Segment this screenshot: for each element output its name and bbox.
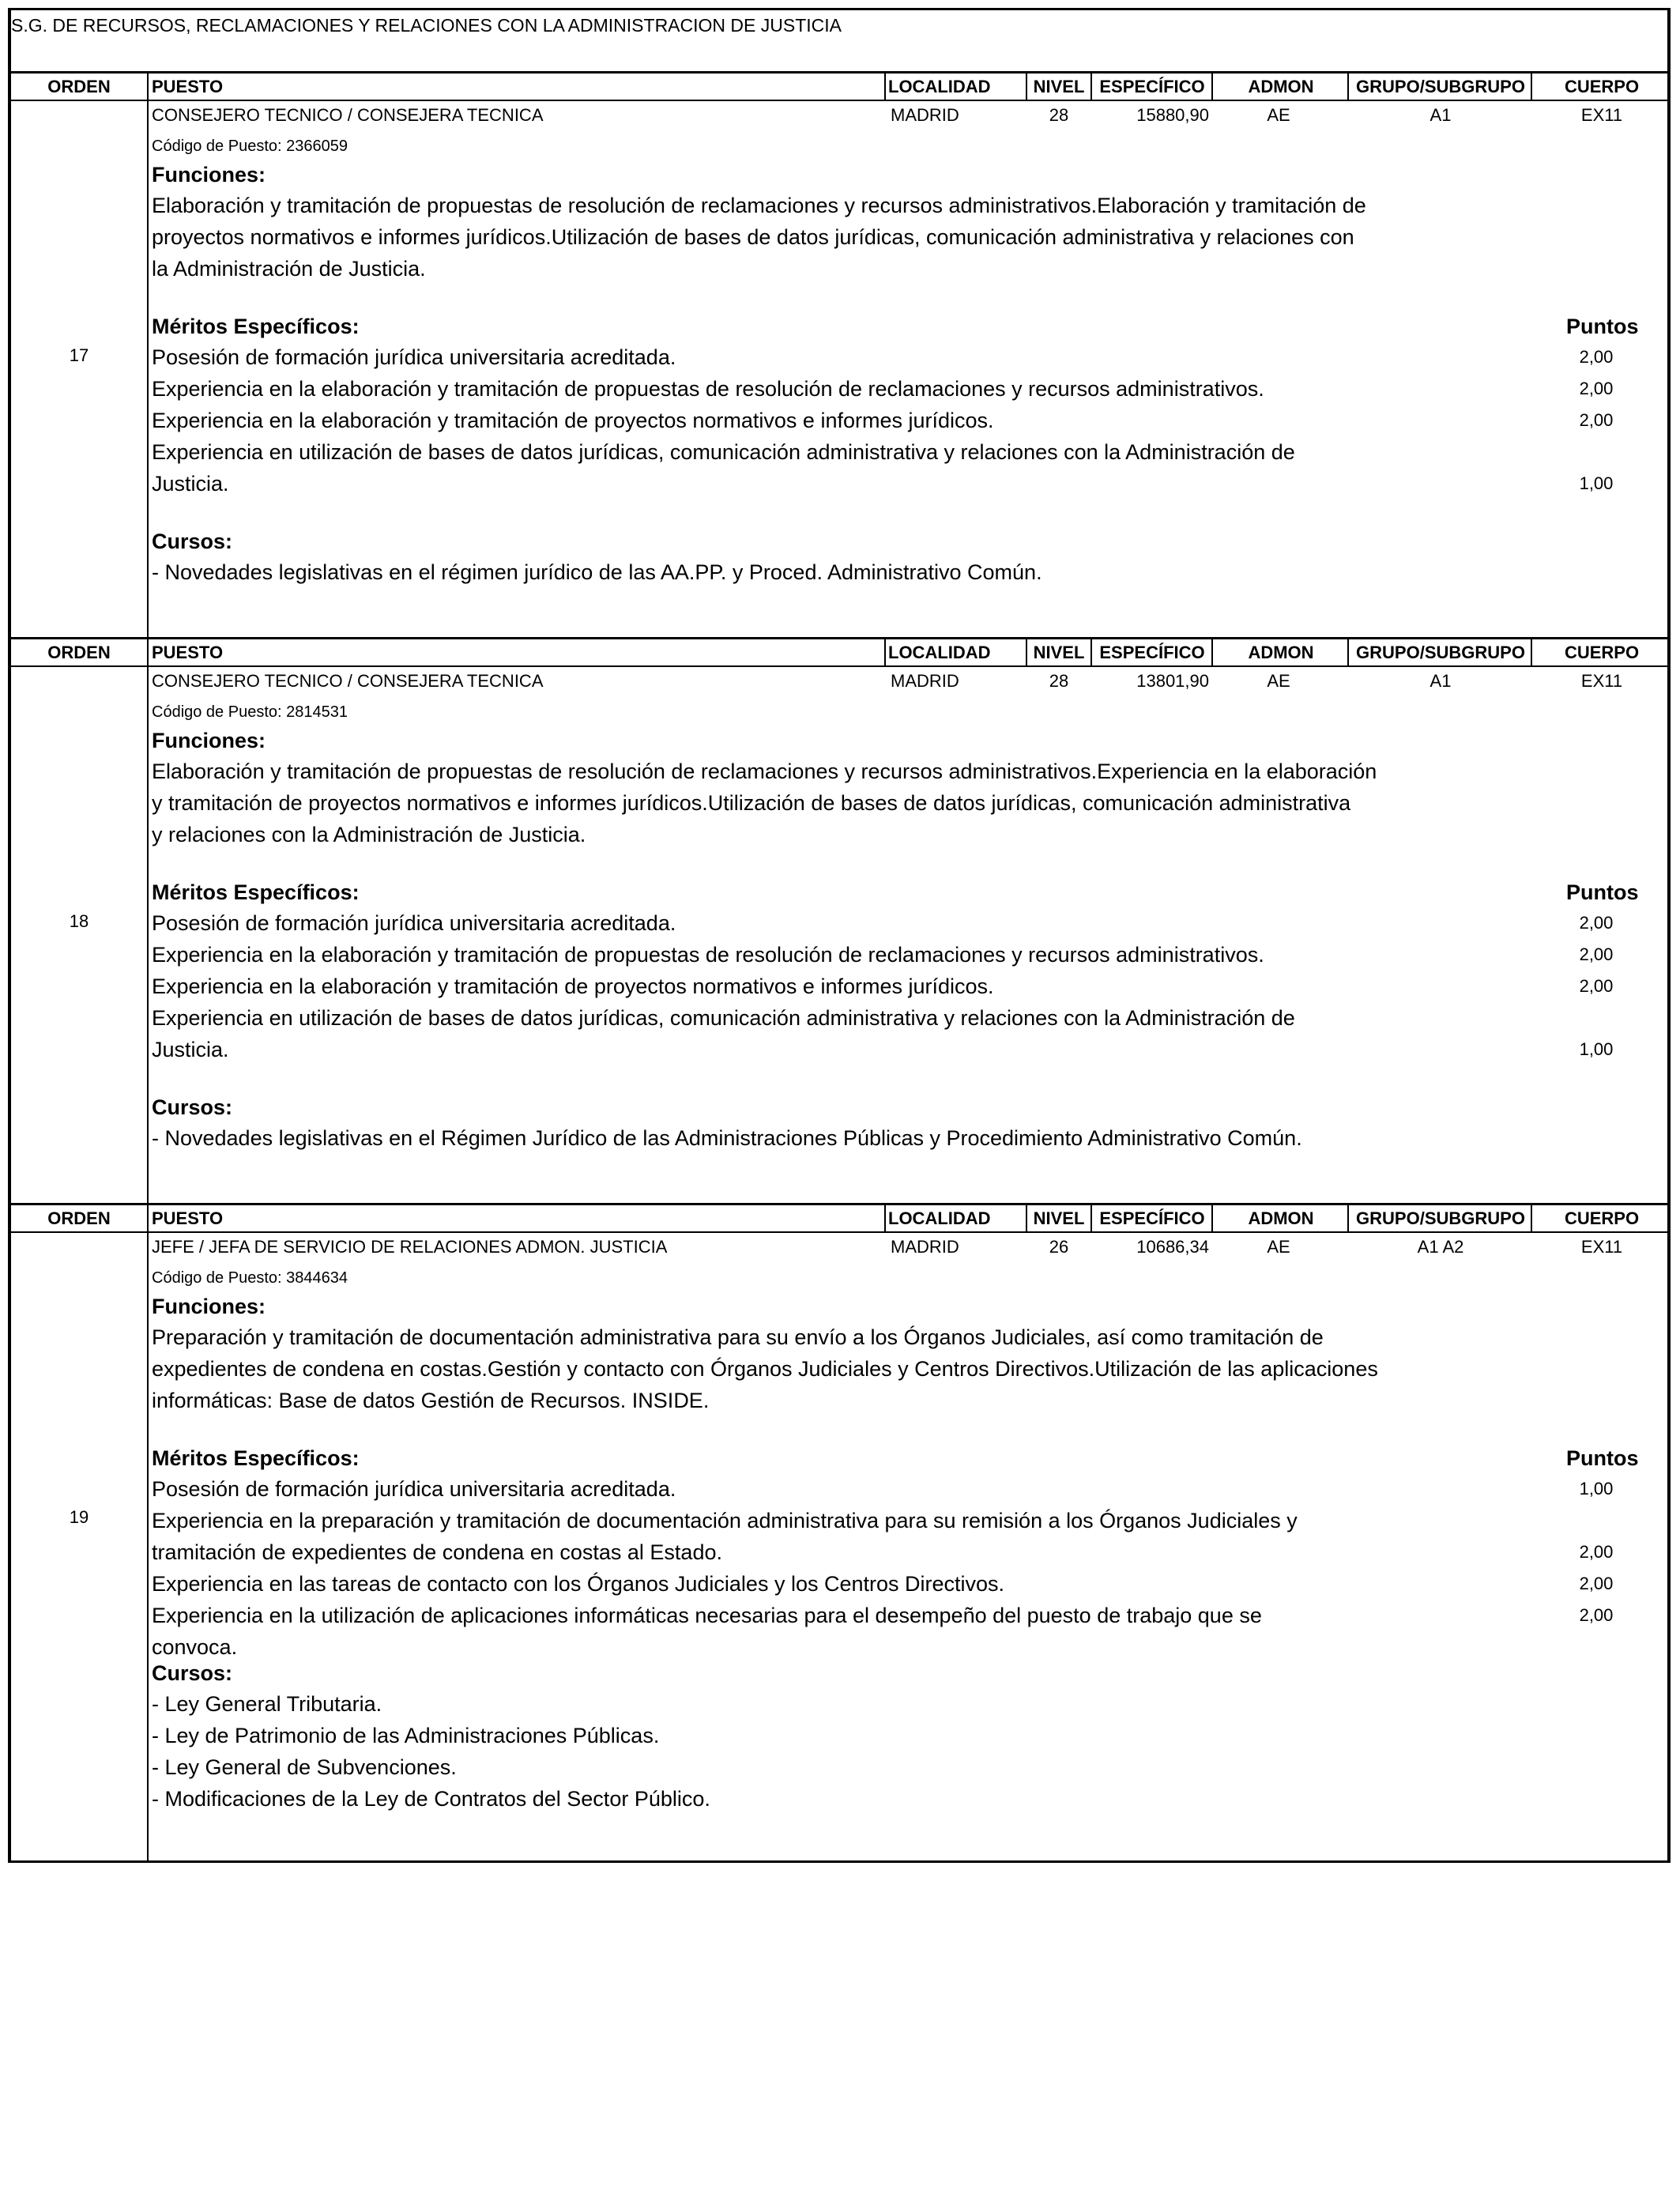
especifico-value: 13801,90: [1136, 671, 1209, 691]
especifico-value: 10686,34: [1136, 1237, 1209, 1257]
curso-item: - Novedades legislativas en el régimen jurídico de las AA.PP. y Proced. Administrativo Común.: [152, 560, 1042, 584]
merito-item: Posesión de formación jurídica universitaria acreditada.: [152, 345, 676, 369]
funciones-line: y relaciones con la Administración de Justicia.: [152, 823, 586, 846]
merito-puntos: 1,00: [1579, 1039, 1614, 1059]
header-col-rule: [1531, 637, 1532, 667]
especifico-value: 15880,90: [1136, 105, 1209, 125]
funciones-label: Funciones:: [152, 1295, 266, 1318]
section-title: S.G. DE RECURSOS, RECLAMACIONES Y RELACIONES CON LA ADMINISTRACION DE JUSTICIA: [11, 15, 842, 36]
nivel-value: 26: [1049, 1237, 1069, 1257]
cursos-label: Cursos:: [152, 1095, 233, 1119]
header-especifico: ESPECÍFICO: [1099, 1208, 1205, 1228]
header-col-rule: [1026, 637, 1027, 667]
localidad-value: MADRID: [891, 671, 959, 691]
header-localidad: LOCALIDAD: [888, 1208, 991, 1228]
puntos-label: Puntos: [1566, 315, 1639, 338]
merito-puntos: 2,00: [1579, 913, 1614, 933]
admon-value: AE: [1267, 671, 1290, 691]
merito-item: Experiencia en utilización de bases de datos jurídicas, comunicación administrativa y relaciones con la Administración de Justicia.: [152, 1006, 1295, 1061]
merito-item: Experiencia en la elaboración y tramitación de proyectos normativos e informes jurídicos.: [152, 974, 994, 998]
header-col-rule: [884, 1203, 886, 1233]
header-col-rule: [1026, 1203, 1027, 1233]
orden-number: 19: [69, 1507, 89, 1527]
merito-puntos: 2,00: [1579, 944, 1614, 964]
meritos-label: Méritos Específicos:: [152, 1446, 360, 1470]
curso-item: - Ley de Patrimonio de las Administraciones Públicas.: [152, 1724, 660, 1747]
cuerpo-value: EX11: [1580, 105, 1623, 125]
localidad-value: MADRID: [891, 105, 959, 125]
cursos-label: Cursos:: [152, 1661, 233, 1685]
grupo-value: A1 A2: [1417, 1237, 1464, 1257]
header-admon: ADMON: [1248, 1208, 1314, 1228]
nivel-value: 28: [1049, 105, 1069, 125]
merito-item: Experiencia en la elaboración y tramitación de proyectos normativos e informes jurídicos.: [152, 409, 994, 432]
header-col-rule: [1026, 71, 1027, 101]
curso-item: - Novedades legislativas en el Régimen Jurídico de las Administraciones Públicas y Procedimiento Administrativo Común.: [152, 1126, 1302, 1150]
header-col-rule: [1347, 71, 1349, 101]
header-col-rule: [884, 71, 886, 101]
cuerpo-value: EX11: [1580, 671, 1623, 691]
header-col-rule: [1211, 71, 1213, 101]
header-puesto: PUESTO: [152, 643, 224, 662]
header-col-rule: [1090, 1203, 1092, 1233]
header-col-rule: [1347, 1203, 1349, 1233]
header-col-rule: [884, 637, 886, 667]
admon-value: AE: [1267, 1237, 1290, 1257]
merito-puntos: 2,00: [1579, 379, 1614, 398]
cuerpo-value: EX11: [1580, 1237, 1623, 1257]
header-especifico: ESPECÍFICO: [1099, 77, 1205, 96]
cursos-label: Cursos:: [152, 530, 233, 553]
header-puesto: PUESTO: [152, 1208, 224, 1228]
puntos-label: Puntos: [1566, 1446, 1639, 1470]
orden-col-rule: [147, 71, 149, 637]
merito-puntos: 2,00: [1579, 1574, 1614, 1593]
header-orden: ORDEN: [47, 1208, 111, 1228]
puesto-title: CONSEJERO TECNICO / CONSEJERA TECNICA: [152, 671, 544, 691]
header-col-rule: [1090, 637, 1092, 667]
merito-item: Posesión de formación jurídica universitaria acreditada.: [152, 1477, 676, 1501]
funciones-line: informáticas: Base de datos Gestión de Recursos. INSIDE.: [152, 1389, 710, 1412]
orden-col-rule: [147, 1203, 149, 1862]
header-localidad: LOCALIDAD: [888, 643, 991, 662]
merito-puntos: 2,00: [1579, 410, 1614, 430]
funciones-line: expedientes de condena en costas.Gestión y contacto con Órganos Judiciales y Centros Directivos.Utilización de las aplicaciones: [152, 1357, 1378, 1381]
merito-puntos: 1,00: [1579, 1479, 1614, 1498]
curso-item: - Ley General de Subvenciones.: [152, 1755, 457, 1779]
merito-item: Experiencia en la elaboración y tramitación de propuestas de resolución de reclamaciones y recursos administrativos.: [152, 377, 1264, 401]
curso-item: - Ley General Tributaria.: [152, 1692, 382, 1716]
header-nivel: NIVEL: [1033, 643, 1085, 662]
codigo-puesto: Código de Puesto: 2366059: [152, 138, 348, 155]
header-cuerpo: CUERPO: [1564, 77, 1640, 96]
funciones-line: y tramitación de proyectos normativos e informes jurídicos.Utilización de bases de datos jurídicas, comunicación administrativa: [152, 791, 1351, 815]
merito-puntos: 2,00: [1579, 976, 1614, 996]
merito-item: Posesión de formación jurídica universitaria acreditada.: [152, 911, 676, 935]
merito-item: Experiencia en la utilización de aplicaciones informáticas necesarias para el desempeño del puesto de trabajo que se convoca.: [152, 1604, 1262, 1659]
header-grupo: GRUPO/SUBGRUPO: [1356, 77, 1525, 96]
header-orden: ORDEN: [47, 77, 111, 96]
header-grupo: GRUPO/SUBGRUPO: [1356, 1208, 1525, 1228]
merito-puntos: 2,00: [1579, 1542, 1614, 1562]
funciones-line: la Administración de Justicia.: [152, 257, 426, 281]
header-col-rule: [1347, 637, 1349, 667]
header-admon: ADMON: [1248, 77, 1314, 96]
meritos-label: Méritos Específicos:: [152, 315, 360, 338]
funciones-label: Funciones:: [152, 729, 266, 752]
admon-value: AE: [1267, 105, 1290, 125]
header-especifico: ESPECÍFICO: [1099, 643, 1205, 662]
orden-number: 18: [69, 911, 89, 931]
header-nivel: NIVEL: [1033, 1208, 1085, 1228]
header-orden: ORDEN: [47, 643, 111, 662]
merito-puntos: 2,00: [1579, 347, 1614, 367]
header-grupo: GRUPO/SUBGRUPO: [1356, 643, 1525, 662]
puntos-label: Puntos: [1566, 880, 1639, 904]
merito-puntos: 1,00: [1579, 473, 1614, 493]
funciones-line: proyectos normativos e informes jurídicos.Utilización de bases de datos jurídicas, comunicación administrativa y relaciones con: [152, 225, 1354, 249]
grupo-value: A1: [1430, 671, 1452, 691]
funciones-line: Elaboración y tramitación de propuestas de resolución de reclamaciones y recursos administrativos.Elaboración y tramitación de: [152, 194, 1366, 217]
header-col-rule: [1531, 71, 1532, 101]
orden-col-rule: [147, 637, 149, 1203]
header-col-rule: [1211, 637, 1213, 667]
header-cuerpo: CUERPO: [1564, 643, 1640, 662]
header-col-rule: [1211, 1203, 1213, 1233]
orden-number: 17: [69, 345, 89, 365]
localidad-value: MADRID: [891, 1237, 959, 1257]
nivel-value: 28: [1049, 671, 1069, 691]
merito-item: Experiencia en la preparación y tramitación de documentación administrativa para su remisión a los Órganos Judiciales y tramitación de expedientes de condena en costas al Estado.: [152, 1509, 1298, 1564]
funciones-line: Elaboración y tramitación de propuestas de resolución de reclamaciones y recursos administrativos.Experiencia en la elaboración: [152, 760, 1377, 783]
merito-item: Experiencia en utilización de bases de datos jurídicas, comunicación administrativa y relaciones con la Administración de Justicia.: [152, 440, 1295, 496]
funciones-label: Funciones:: [152, 163, 266, 187]
puesto-title: CONSEJERO TECNICO / CONSEJERA TECNICA: [152, 105, 544, 125]
merito-puntos: 2,00: [1579, 1605, 1614, 1625]
puesto-title: JEFE / JEFA DE SERVICIO DE RELACIONES ADMON. JUSTICIA: [152, 1237, 668, 1257]
header-col-rule: [1531, 1203, 1532, 1233]
grupo-value: A1: [1430, 105, 1452, 125]
meritos-label: Méritos Específicos:: [152, 880, 360, 904]
header-localidad: LOCALIDAD: [888, 77, 991, 96]
merito-item: Experiencia en la elaboración y tramitación de propuestas de resolución de reclamaciones y recursos administrativos.: [152, 943, 1264, 967]
funciones-line: Preparación y tramitación de documentación administrativa para su envío a los Órganos Judiciales, así como tramitación de: [152, 1325, 1324, 1349]
merito-item: Experiencia en las tareas de contacto con los Órganos Judiciales y los Centros Directivos.: [152, 1572, 1005, 1596]
header-puesto: PUESTO: [152, 77, 224, 96]
codigo-puesto: Código de Puesto: 2814531: [152, 703, 348, 721]
header-col-rule: [1090, 71, 1092, 101]
header-admon: ADMON: [1248, 643, 1314, 662]
header-nivel: NIVEL: [1033, 77, 1085, 96]
codigo-puesto: Código de Puesto: 3844634: [152, 1269, 348, 1287]
header-cuerpo: CUERPO: [1564, 1208, 1640, 1228]
curso-item: - Modificaciones de la Ley de Contratos del Sector Público.: [152, 1787, 710, 1811]
